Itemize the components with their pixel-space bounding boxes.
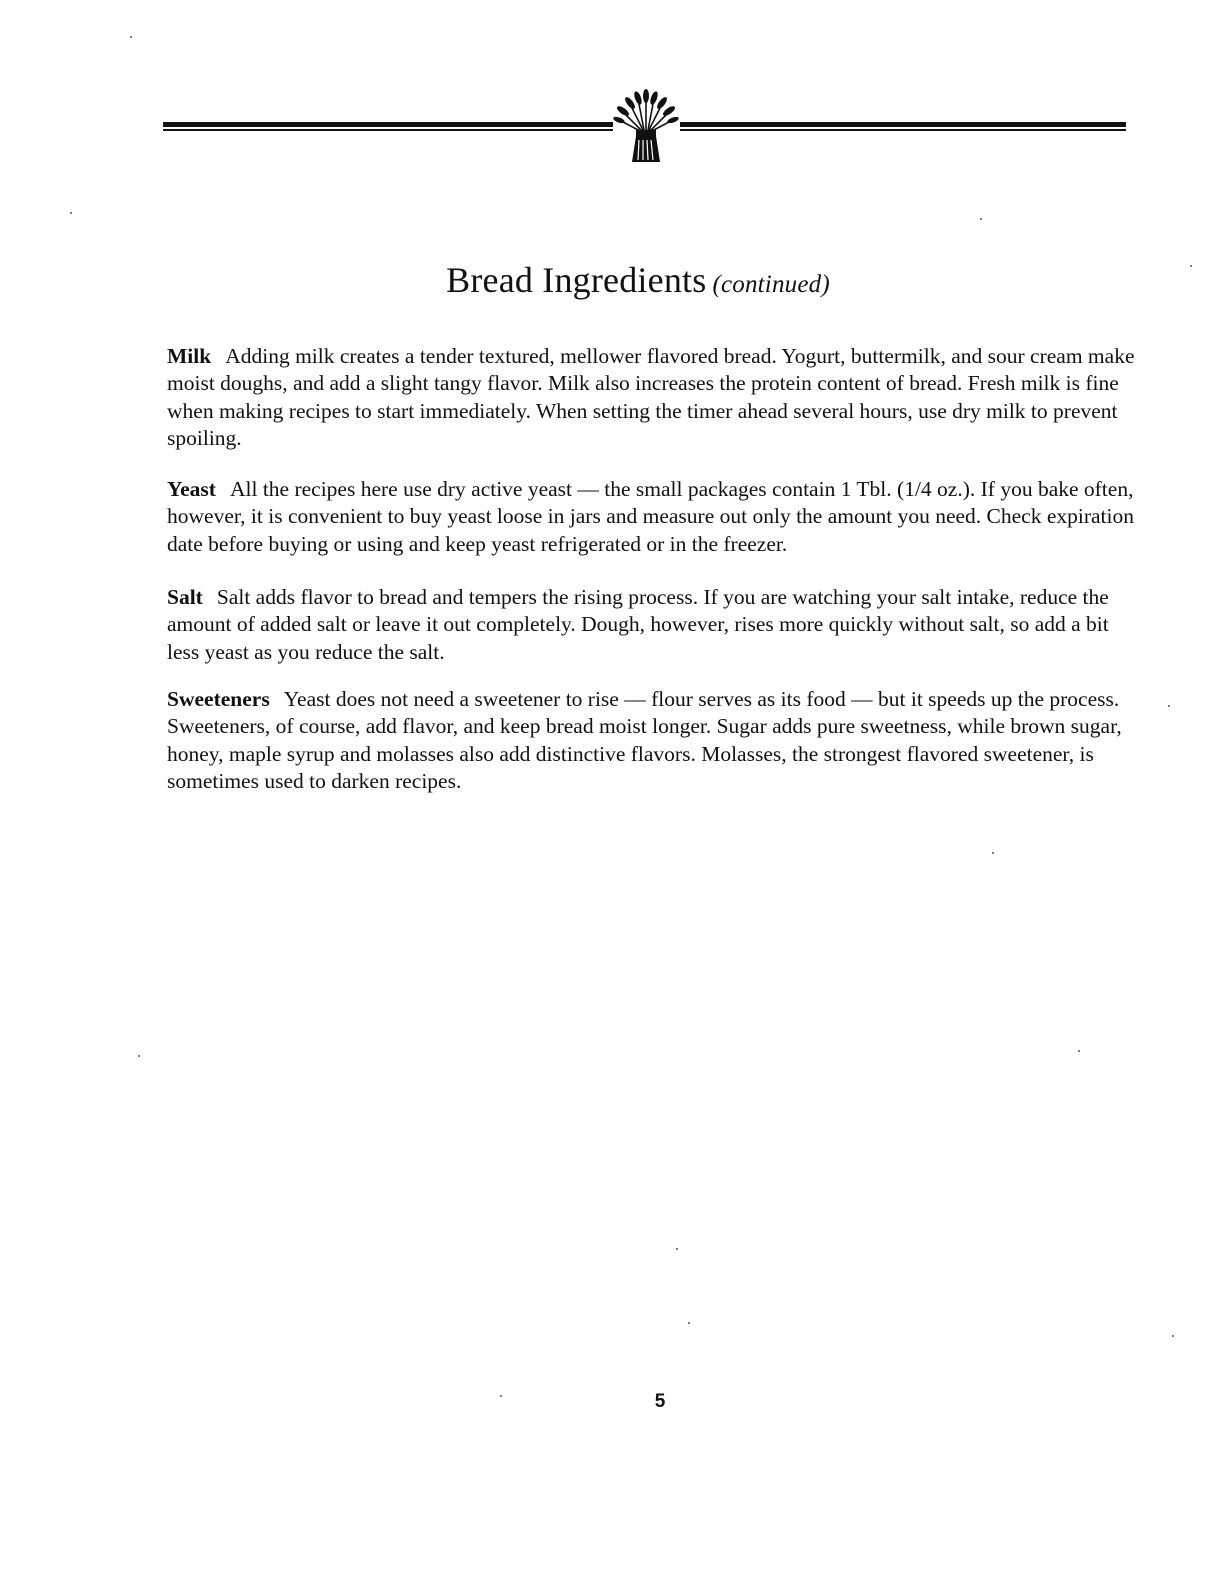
scan-speck (980, 218, 982, 220)
section-text: Salt adds flavor to bread and tempers the rising process. If you are watching your salt intake, reduce the amount of added salt or leave it out completely. Dough, however, rises more quickly without salt, so add a bit less yeast as you reduce the salt. (167, 585, 1109, 664)
section-term: Sweeteners (167, 687, 270, 711)
section-text: Yeast does not need a sweetener to rise — flour serves as its food — but it speeds up the process. Sweeteners, of course, add flavor, and keep bread moist longer. Sugar adds pure sweetness, while brown sugar, honey, maple syrup and molasses also add distinctive flavors. Molasses, the strongest flavored sweetener, is sometimes used to darken recipes. (167, 687, 1122, 793)
scan-speck (1168, 705, 1170, 707)
scan-speck (676, 1248, 678, 1250)
section-salt (167, 584, 1139, 666)
page-number: 5 (654, 1391, 666, 1412)
section-yeast (167, 476, 1139, 558)
scan-speck (138, 1055, 140, 1057)
section-text: Adding milk creates a tender textured, mellower flavored bread. Yogurt, buttermilk, and sour cream make moist doughs, and add a slight tangy flavor. Milk also increases the protein content of bread. Fresh milk is fine when making recipes to start immediately. When setting the timer ahead several hours, use dry milk to prevent spoiling. (167, 344, 1135, 450)
scan-speck (1190, 265, 1192, 267)
title-continued: (continued) (712, 271, 830, 298)
section-term: Yeast (167, 477, 216, 501)
header-rule-left (163, 122, 613, 131)
scan-speck (688, 1322, 690, 1324)
scan-speck (992, 852, 994, 854)
section-sweeteners (167, 686, 1139, 795)
section-term: Salt (167, 585, 203, 609)
scan-speck (1172, 1335, 1174, 1337)
section-milk (167, 343, 1139, 452)
wheat-sheaf-icon (608, 86, 684, 166)
scan-speck (1078, 1050, 1080, 1052)
page-title (0, 258, 1230, 307)
scan-speck (500, 1395, 502, 1397)
header-rule-right (680, 122, 1126, 131)
title-main: Bread Ingredients (446, 260, 707, 300)
section-term: Milk (167, 344, 212, 368)
scan-speck (130, 36, 132, 38)
scan-speck (70, 212, 72, 214)
section-text: All the recipes here use dry active yeast — the small packages contain 1 Tbl. (1/4 oz.). If you bake often, however, it is convenient to buy yeast loose in jars and measure out only the amount you need. Check expiration date before buying or using and keep yeast refrigerated or in the freezer. (167, 477, 1134, 556)
